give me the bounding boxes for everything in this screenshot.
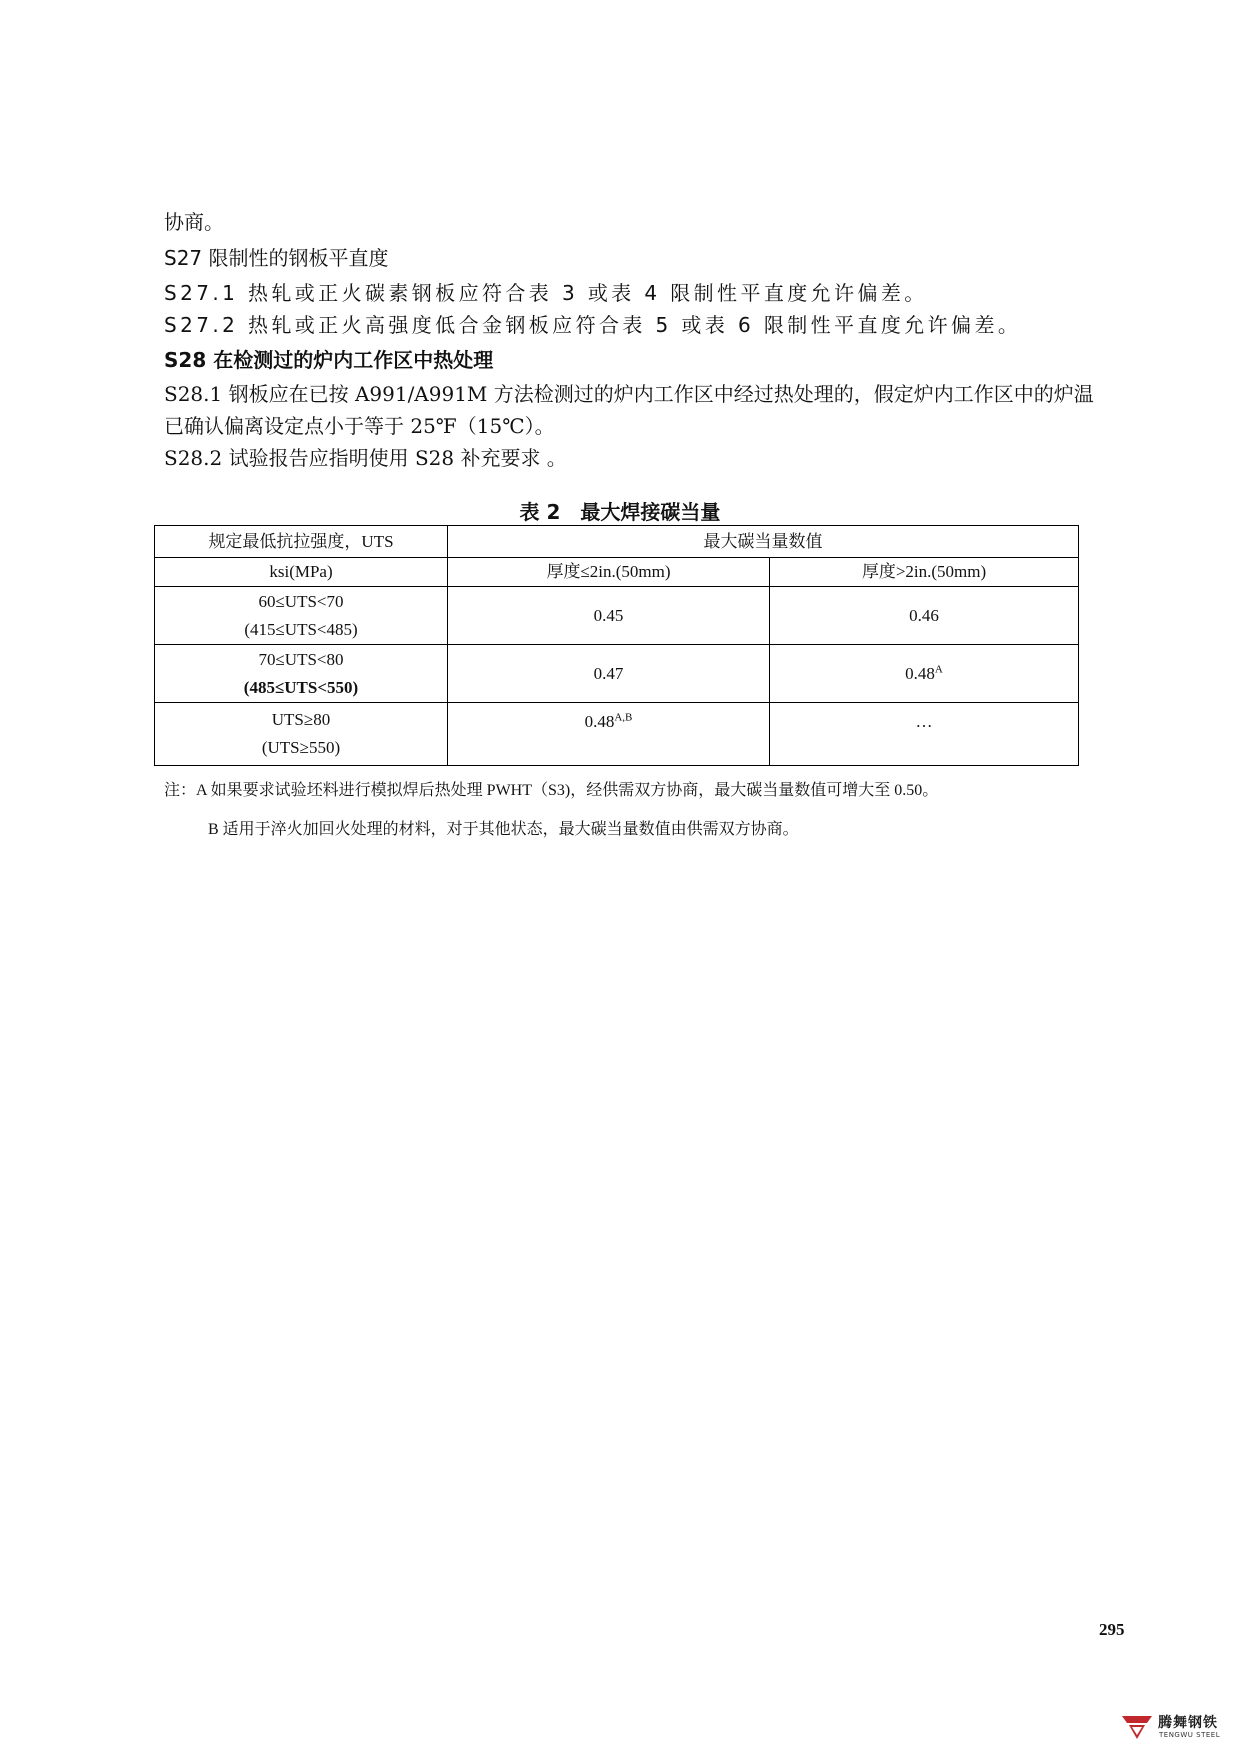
text-s27-2: S27.2 热轧或正火高强度低合金钢板应符合表 5 或表 6 限制性平直度允许偏差。: [164, 313, 1022, 337]
table-header-row: [155, 526, 1079, 558]
uts-range-ksi: UTS≥80: [271, 710, 331, 729]
uts-range-ksi: 70≤UTS<80: [258, 649, 344, 669]
text-s27-1: S27.1 热轧或正火碳素钢板应符合表 3 或表 4 限制性平直度允许偏差。: [164, 281, 928, 305]
uts-range-mpa: (485≤UTS<550): [243, 677, 359, 697]
table-row: [155, 703, 1079, 766]
ce-value: 0.46: [909, 605, 939, 625]
uts-range-ksi: 60≤UTS<70: [258, 591, 344, 611]
footnote-ref: A,B: [614, 711, 633, 724]
heading-s27: S27 限制性的钢板平直度: [164, 246, 389, 270]
logo-name: 腾舞钢铁: [1158, 1715, 1218, 1731]
ce-thick-cell: [770, 645, 1079, 703]
table-row: [155, 645, 1079, 703]
logo-subtitle: TENGWU STEEL: [1159, 1731, 1221, 1739]
ce-value: 0.48: [905, 663, 935, 683]
text-s28-1: S28.1 钢板应在已按 A991/A991M 方法检测过的炉内工作区中经过热处理的，假定炉内工作区中的炉温: [164, 382, 1094, 406]
header-unit: ksi(MPa): [155, 558, 448, 587]
ce-thin-cell: [448, 587, 770, 645]
uts-range-mpa: (415≤UTS<485): [244, 619, 358, 639]
header-uts: 规定最低抗拉强度，UTS: [155, 526, 448, 558]
company-logo: [1120, 1710, 1232, 1746]
uts-range-mpa: (UTS≥550): [261, 738, 341, 757]
ce-thin-cell: [448, 645, 770, 703]
table-row: [155, 587, 1079, 645]
uts-range-cell: [155, 587, 448, 645]
ce-value: 0.45: [593, 605, 624, 625]
text-s28-1-cont: 已确认偏离设定点小于等于 25℉（15℃）。: [164, 414, 555, 438]
text-line-1: 协商。: [164, 210, 224, 234]
ce-value: …: [915, 712, 933, 731]
uts-range-cell: [155, 645, 448, 703]
heading-s28: S28 在检测过的炉内工作区中热处理: [164, 348, 494, 372]
uts-range-cell: [155, 703, 448, 766]
ce-value: 0.48: [584, 712, 615, 731]
ce-thick-cell: [770, 587, 1079, 645]
footnote-ref: A: [934, 662, 943, 675]
table-note-a: 注：A 如果要求试验坯料进行模拟焊后热处理 PWHT（S3)，经供需双方协商，最大碳当量数值可增大至 0.50。: [164, 782, 939, 799]
page-number: 295: [1099, 1620, 1125, 1639]
table-subheader-row: [155, 558, 1079, 587]
table-note-b: B 适用于淬火加回火处理的材料，对于其他状态，最大碳当量数值由供需双方协商。: [208, 821, 799, 838]
ce-value: 0.47: [593, 663, 624, 683]
text-s28-2: S28.2 试验报告应指明使用 S28 补充要求 。: [164, 446, 567, 470]
ce-thin-cell: [448, 703, 770, 766]
ce-thick-cell: [770, 703, 1079, 766]
logo-emblem-icon: [1120, 1712, 1154, 1742]
table-caption: 表 2 最大焊接碳当量: [519, 500, 721, 524]
header-thickness-thick: 厚度>2in.(50mm): [770, 558, 1079, 587]
carbon-equivalent-table: [154, 525, 1079, 766]
header-thickness-thin: 厚度≤2in.(50mm): [448, 558, 770, 587]
header-max-ce: 最大碳当量数值: [448, 526, 1079, 558]
